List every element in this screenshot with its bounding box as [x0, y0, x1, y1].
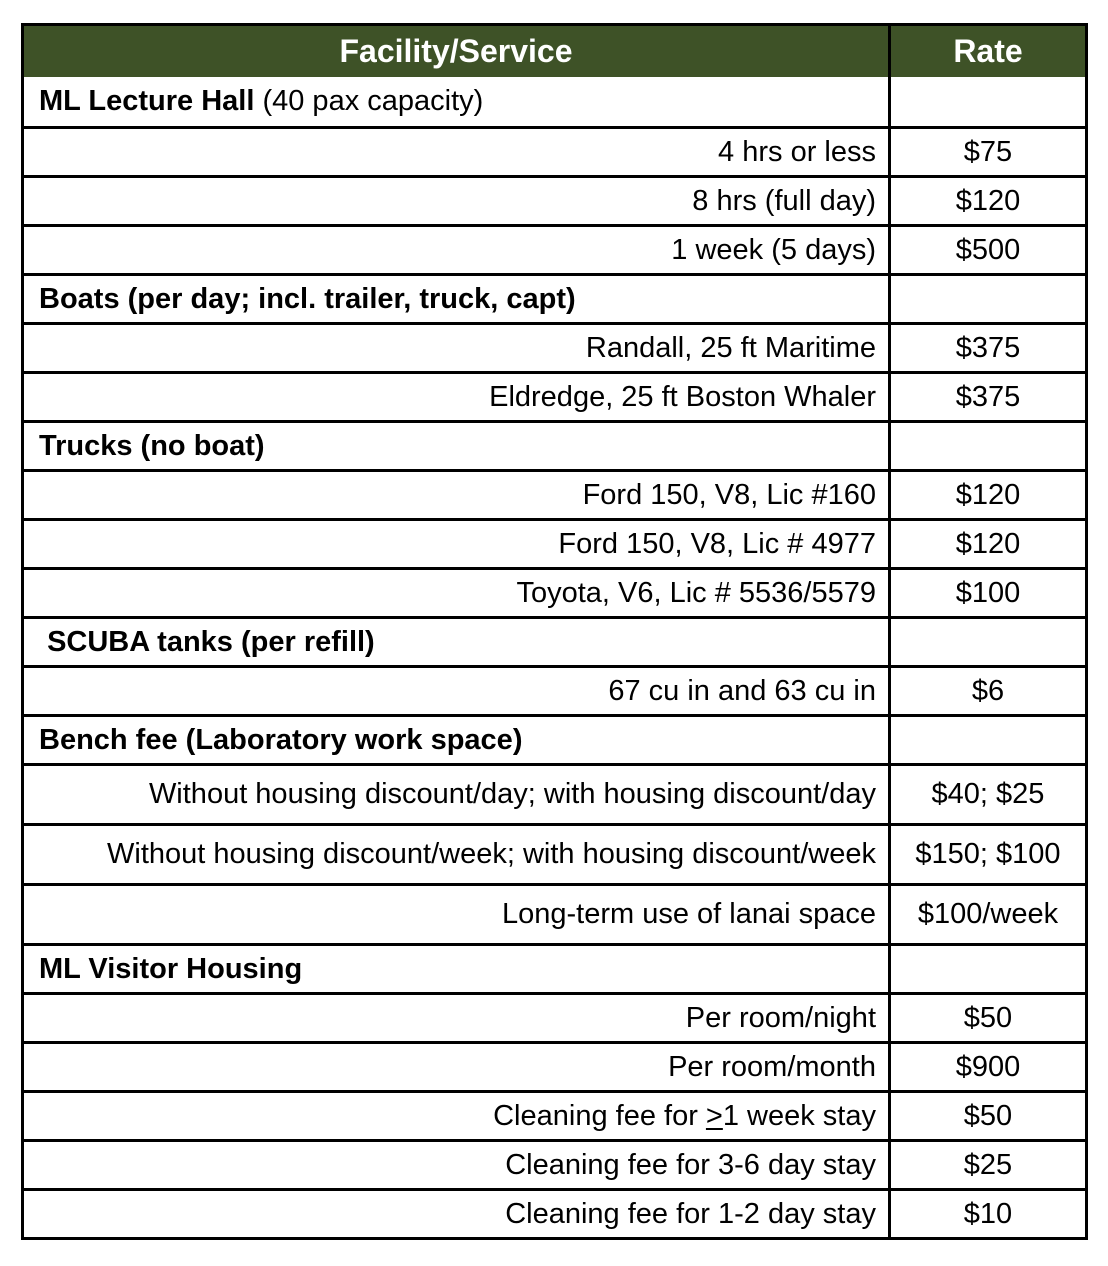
item-row [24, 883, 1085, 943]
facility-label [39, 283, 576, 316]
item-row [24, 823, 1085, 883]
header-rate: Rate [888, 26, 1085, 77]
facility-label [149, 778, 876, 811]
facility-label [692, 185, 876, 218]
rate-cell: $100/week [888, 886, 1085, 943]
facility-label [558, 528, 876, 561]
facility-label [493, 1100, 876, 1133]
facility-cell [24, 472, 888, 518]
item-row [24, 992, 1085, 1041]
facility-label [39, 953, 302, 986]
label-part: ML Visitor Housing [39, 952, 303, 985]
facility-cell [24, 717, 888, 763]
item-row [24, 1090, 1085, 1139]
rate-table [21, 23, 1088, 1240]
label-part: Cleaning fee for 3-6 day stay [505, 1148, 876, 1181]
rate-cell: $150; $100 [888, 826, 1085, 883]
section-row [24, 77, 1085, 126]
label-part: Boats (per day; incl. trailer, truck, capt) [39, 282, 576, 315]
header-facility-service: Facility/Service [339, 33, 573, 69]
rate-cell: $900 [888, 1044, 1085, 1090]
facility-cell [24, 1142, 888, 1188]
rate-cell [888, 77, 1085, 126]
table-header-row [24, 26, 1085, 77]
label-part: Without housing discount/day; with housing discount/day [148, 778, 876, 810]
rate-cell: $40; $25 [888, 766, 1085, 823]
facility-label [505, 1198, 876, 1231]
label-part: Bench fee (Laboratory work space) [39, 723, 523, 756]
item-row [24, 224, 1085, 273]
item-row [24, 763, 1085, 823]
facility-cell [24, 946, 888, 992]
facility-cell [24, 886, 888, 943]
facility-label [671, 234, 876, 267]
item-row [24, 1041, 1085, 1090]
facility-label [39, 85, 483, 118]
item-row [24, 371, 1085, 420]
item-row [24, 126, 1085, 175]
facility-cell [24, 129, 888, 175]
facility-label [718, 136, 876, 169]
facility-cell [24, 995, 888, 1041]
facility-cell [24, 423, 888, 469]
rate-cell [888, 276, 1085, 322]
rate-cell [888, 717, 1085, 763]
label-part: 4 hrs or less [718, 135, 876, 168]
label-part: Eldredge, 25 ft Boston Whaler [489, 380, 876, 413]
label-part: 67 cu in and 63 cu in [608, 674, 876, 707]
label-part: Trucks (no boat) [39, 429, 265, 462]
facility-label [505, 1149, 876, 1182]
facility-label [686, 1002, 876, 1035]
facility-cell [24, 325, 888, 371]
label-part: SCUBA tanks (per refill) [39, 625, 375, 658]
rate-cell: $500 [888, 227, 1085, 273]
rate-cell: $120 [888, 472, 1085, 518]
facility-label [489, 381, 876, 414]
label-part: (40 pax capacity) [254, 85, 484, 117]
label-part: > [705, 1099, 723, 1132]
rate-cell [888, 946, 1085, 992]
label-part: Ford 150, V8, Lic # 4977 [558, 527, 876, 560]
rate-cell: $6 [888, 668, 1085, 714]
facility-label [39, 626, 375, 659]
facility-label [668, 1051, 876, 1084]
item-row [24, 1188, 1085, 1237]
section-row [24, 420, 1085, 469]
item-row [24, 567, 1085, 616]
facility-cell [24, 1093, 888, 1139]
facility-label [502, 898, 876, 931]
rate-cell: $10 [888, 1191, 1085, 1237]
label-part: 1 week (5 days) [671, 233, 876, 266]
label-part: Randall, 25 ft Maritime [585, 331, 876, 364]
rate-cell: $50 [888, 995, 1085, 1041]
label-part: Without housing discount/week; with housing discount/week [107, 838, 876, 870]
facility-label [39, 430, 265, 463]
rate-cell: $120 [888, 521, 1085, 567]
item-row [24, 1139, 1085, 1188]
facility-cell [24, 276, 888, 322]
rate-cell: $25 [888, 1142, 1085, 1188]
section-row [24, 714, 1085, 763]
facility-cell [24, 1191, 888, 1237]
table-body [24, 77, 1085, 1237]
label-part: Long-term use of lanai space [502, 898, 876, 930]
label-part: Cleaning fee for 1-2 day stay [505, 1197, 876, 1230]
item-row [24, 322, 1085, 371]
facility-cell [24, 178, 888, 224]
label-part: ML Lecture Hall [39, 85, 255, 117]
facility-label [583, 479, 876, 512]
rate-cell: $50 [888, 1093, 1085, 1139]
item-row [24, 518, 1085, 567]
rate-cell: $120 [888, 178, 1085, 224]
rate-cell [888, 619, 1085, 665]
item-row [24, 665, 1085, 714]
item-row [24, 175, 1085, 224]
facility-label [608, 675, 876, 708]
facility-cell [24, 826, 888, 883]
rate-cell: $100 [888, 570, 1085, 616]
facility-cell [24, 619, 888, 665]
label-part: Per room/month [668, 1050, 876, 1083]
label-part: Per room/night [685, 1001, 876, 1034]
facility-label [39, 724, 522, 757]
rate-cell: $375 [888, 325, 1085, 371]
facility-cell [24, 77, 888, 126]
label-part: Ford 150, V8, Lic #160 [582, 478, 876, 511]
rate-cell: $375 [888, 374, 1085, 420]
facility-cell [24, 374, 888, 420]
label-part: 1 week stay [722, 1099, 876, 1132]
facility-label [586, 332, 876, 365]
facility-cell [24, 227, 888, 273]
facility-cell [24, 570, 888, 616]
section-row [24, 273, 1085, 322]
label-part: 8 hrs (full day) [692, 184, 876, 217]
rate-cell [888, 423, 1085, 469]
facility-cell [24, 766, 888, 823]
facility-cell [24, 668, 888, 714]
facility-cell [24, 1044, 888, 1090]
section-row [24, 616, 1085, 665]
label-part: Cleaning fee for [493, 1099, 706, 1132]
section-row [24, 943, 1085, 992]
facility-label [107, 838, 876, 871]
label-part: Toyota, V6, Lic # 5536/5579 [516, 576, 876, 609]
item-row [24, 469, 1085, 518]
facility-cell [24, 521, 888, 567]
facility-label [516, 577, 876, 610]
rate-cell: $75 [888, 129, 1085, 175]
